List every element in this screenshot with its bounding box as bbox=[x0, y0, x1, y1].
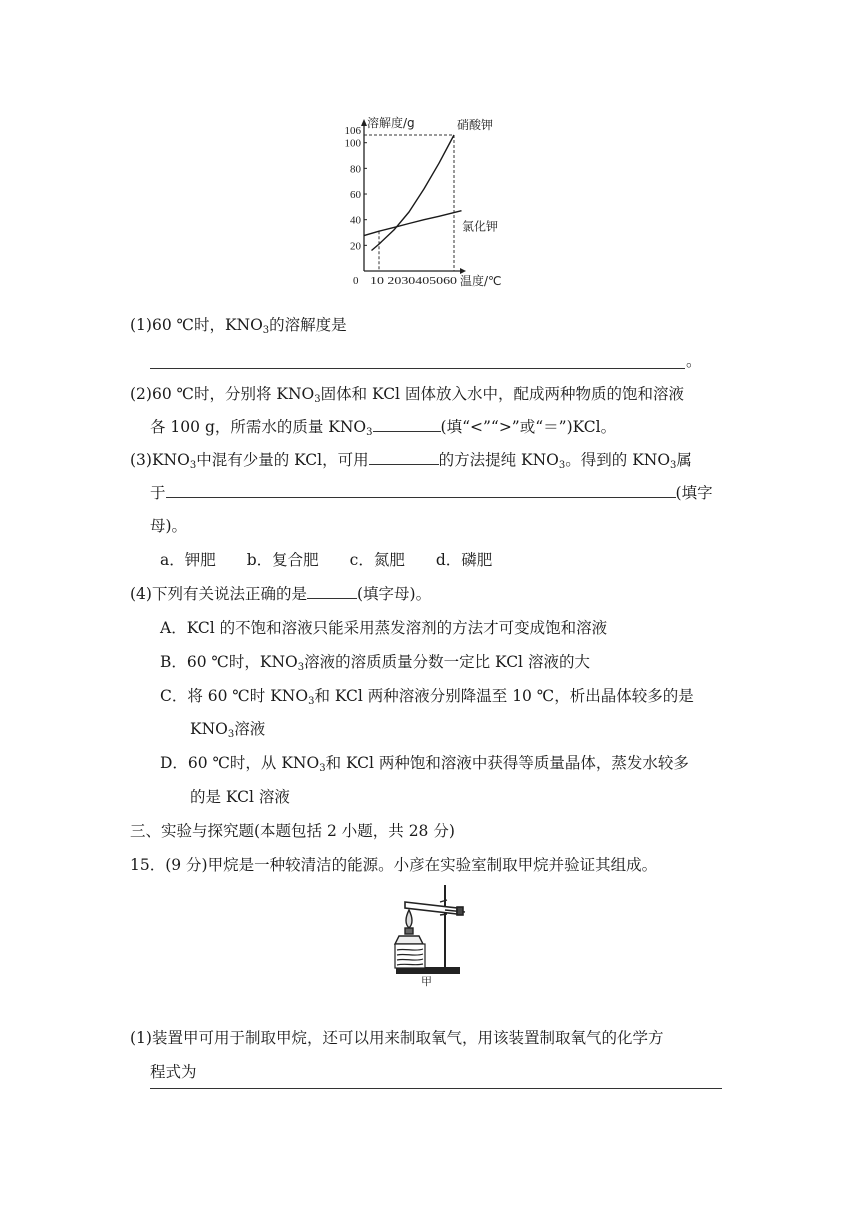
test-tube bbox=[405, 902, 465, 915]
blank-q3-method[interactable] bbox=[369, 449, 439, 465]
question-15-1-line1: (1)装置甲可用于制取甲烷，还可以用来制取氧气，用该装置制取氧气的化学方 bbox=[130, 1029, 664, 1047]
question-3-line1: $(3)KNO_3$中混有少量的 KCl，可用 的方法提纯 $KNO_3$。得到的 $KNO_3$属 bbox=[130, 451, 692, 471]
y-tick-label: 100 bbox=[344, 137, 361, 150]
question-3-options: a．钾肥 b．复合肥 c．氮肥 d．磷肥 bbox=[160, 551, 493, 569]
y-tick-label: 80 bbox=[350, 163, 361, 176]
kcl-line bbox=[364, 211, 462, 236]
question-4-stem: (4)下列有关说法正确的是 (填字母)。 bbox=[130, 585, 432, 603]
question-3-line3: 母)。 bbox=[150, 517, 188, 535]
series-label-kno3: 硝酸钾 bbox=[457, 118, 494, 132]
y-tick-label: 20 bbox=[350, 240, 361, 253]
question-15-1-line2: 程式为 bbox=[150, 1063, 197, 1081]
origin-label: 0 bbox=[353, 275, 359, 287]
answer-line-q1[interactable] bbox=[150, 368, 685, 369]
x-tick-labels: 10 2030405060 bbox=[370, 275, 458, 287]
y-tick-label: 40 bbox=[350, 214, 361, 227]
option-d-line1: D．60 ℃时，从 $KNO_3$和 KCl 两种饱和溶液中获得等质量晶体，蒸发水较多 bbox=[160, 754, 689, 774]
blank-q3-type[interactable] bbox=[166, 482, 676, 498]
blank-q2[interactable] bbox=[373, 416, 441, 432]
question-2-line1: (2)60 ℃时，分别将 $KNO_3$固体和 KCl 固体放入水中，配成两种物质的饱和溶液 bbox=[130, 385, 684, 405]
option-c-line2: $KNO_3$溶液 bbox=[190, 720, 266, 740]
y-axis-label: 溶解度/g bbox=[367, 116, 415, 130]
alcohol-lamp bbox=[395, 910, 423, 944]
wood-block bbox=[395, 944, 425, 968]
blank-q4[interactable] bbox=[307, 583, 357, 599]
q1-end: 。 bbox=[686, 352, 702, 370]
option-b: B．60 ℃时，$KNO_3$溶液的溶质质量分数一定比 KCl 溶液的大 bbox=[160, 653, 590, 673]
answer-line-q15-1[interactable] bbox=[150, 1088, 722, 1089]
question-15-stem: 15．(9 分)甲烷是一种较清洁的能源。小彦在实验室制取甲烷并验证其组成。 bbox=[130, 856, 658, 874]
y-tick-label: 60 bbox=[350, 189, 361, 202]
apparatus-figure bbox=[385, 880, 475, 990]
apparatus-label: 甲 bbox=[421, 975, 432, 988]
solubility-chart bbox=[330, 108, 530, 288]
option-c-line1: C．将 60 ℃时 $KNO_3$和 KCl 两种溶液分别降温至 10 ℃，析出晶体较多的是 bbox=[160, 687, 694, 707]
question-1: (1)60 ℃时，$KNO_3$的溶解度是 bbox=[130, 316, 347, 336]
option-a: A．KCl 的不饱和溶液只能采用蒸发溶剂的方法才可变成饱和溶液 bbox=[160, 619, 608, 637]
option-d-line2: 的是 KCl 溶液 bbox=[190, 788, 290, 806]
question-2-line2: 各 100 g，所需水的质量 $KNO_3$ (填“<”“>”或“＝”)KCl。 bbox=[150, 418, 617, 438]
x-axis-label: 温度/℃ bbox=[460, 274, 502, 288]
kno3-curve bbox=[372, 135, 455, 251]
section-3-heading: 三、实验与探究题(本题包括 2 小题，共 28 分) bbox=[130, 822, 455, 840]
question-3-line2: 于 (填字 bbox=[150, 484, 713, 502]
y-tick-label: 106 bbox=[344, 125, 361, 137]
series-label-kcl: 氯化钾 bbox=[462, 219, 499, 234]
